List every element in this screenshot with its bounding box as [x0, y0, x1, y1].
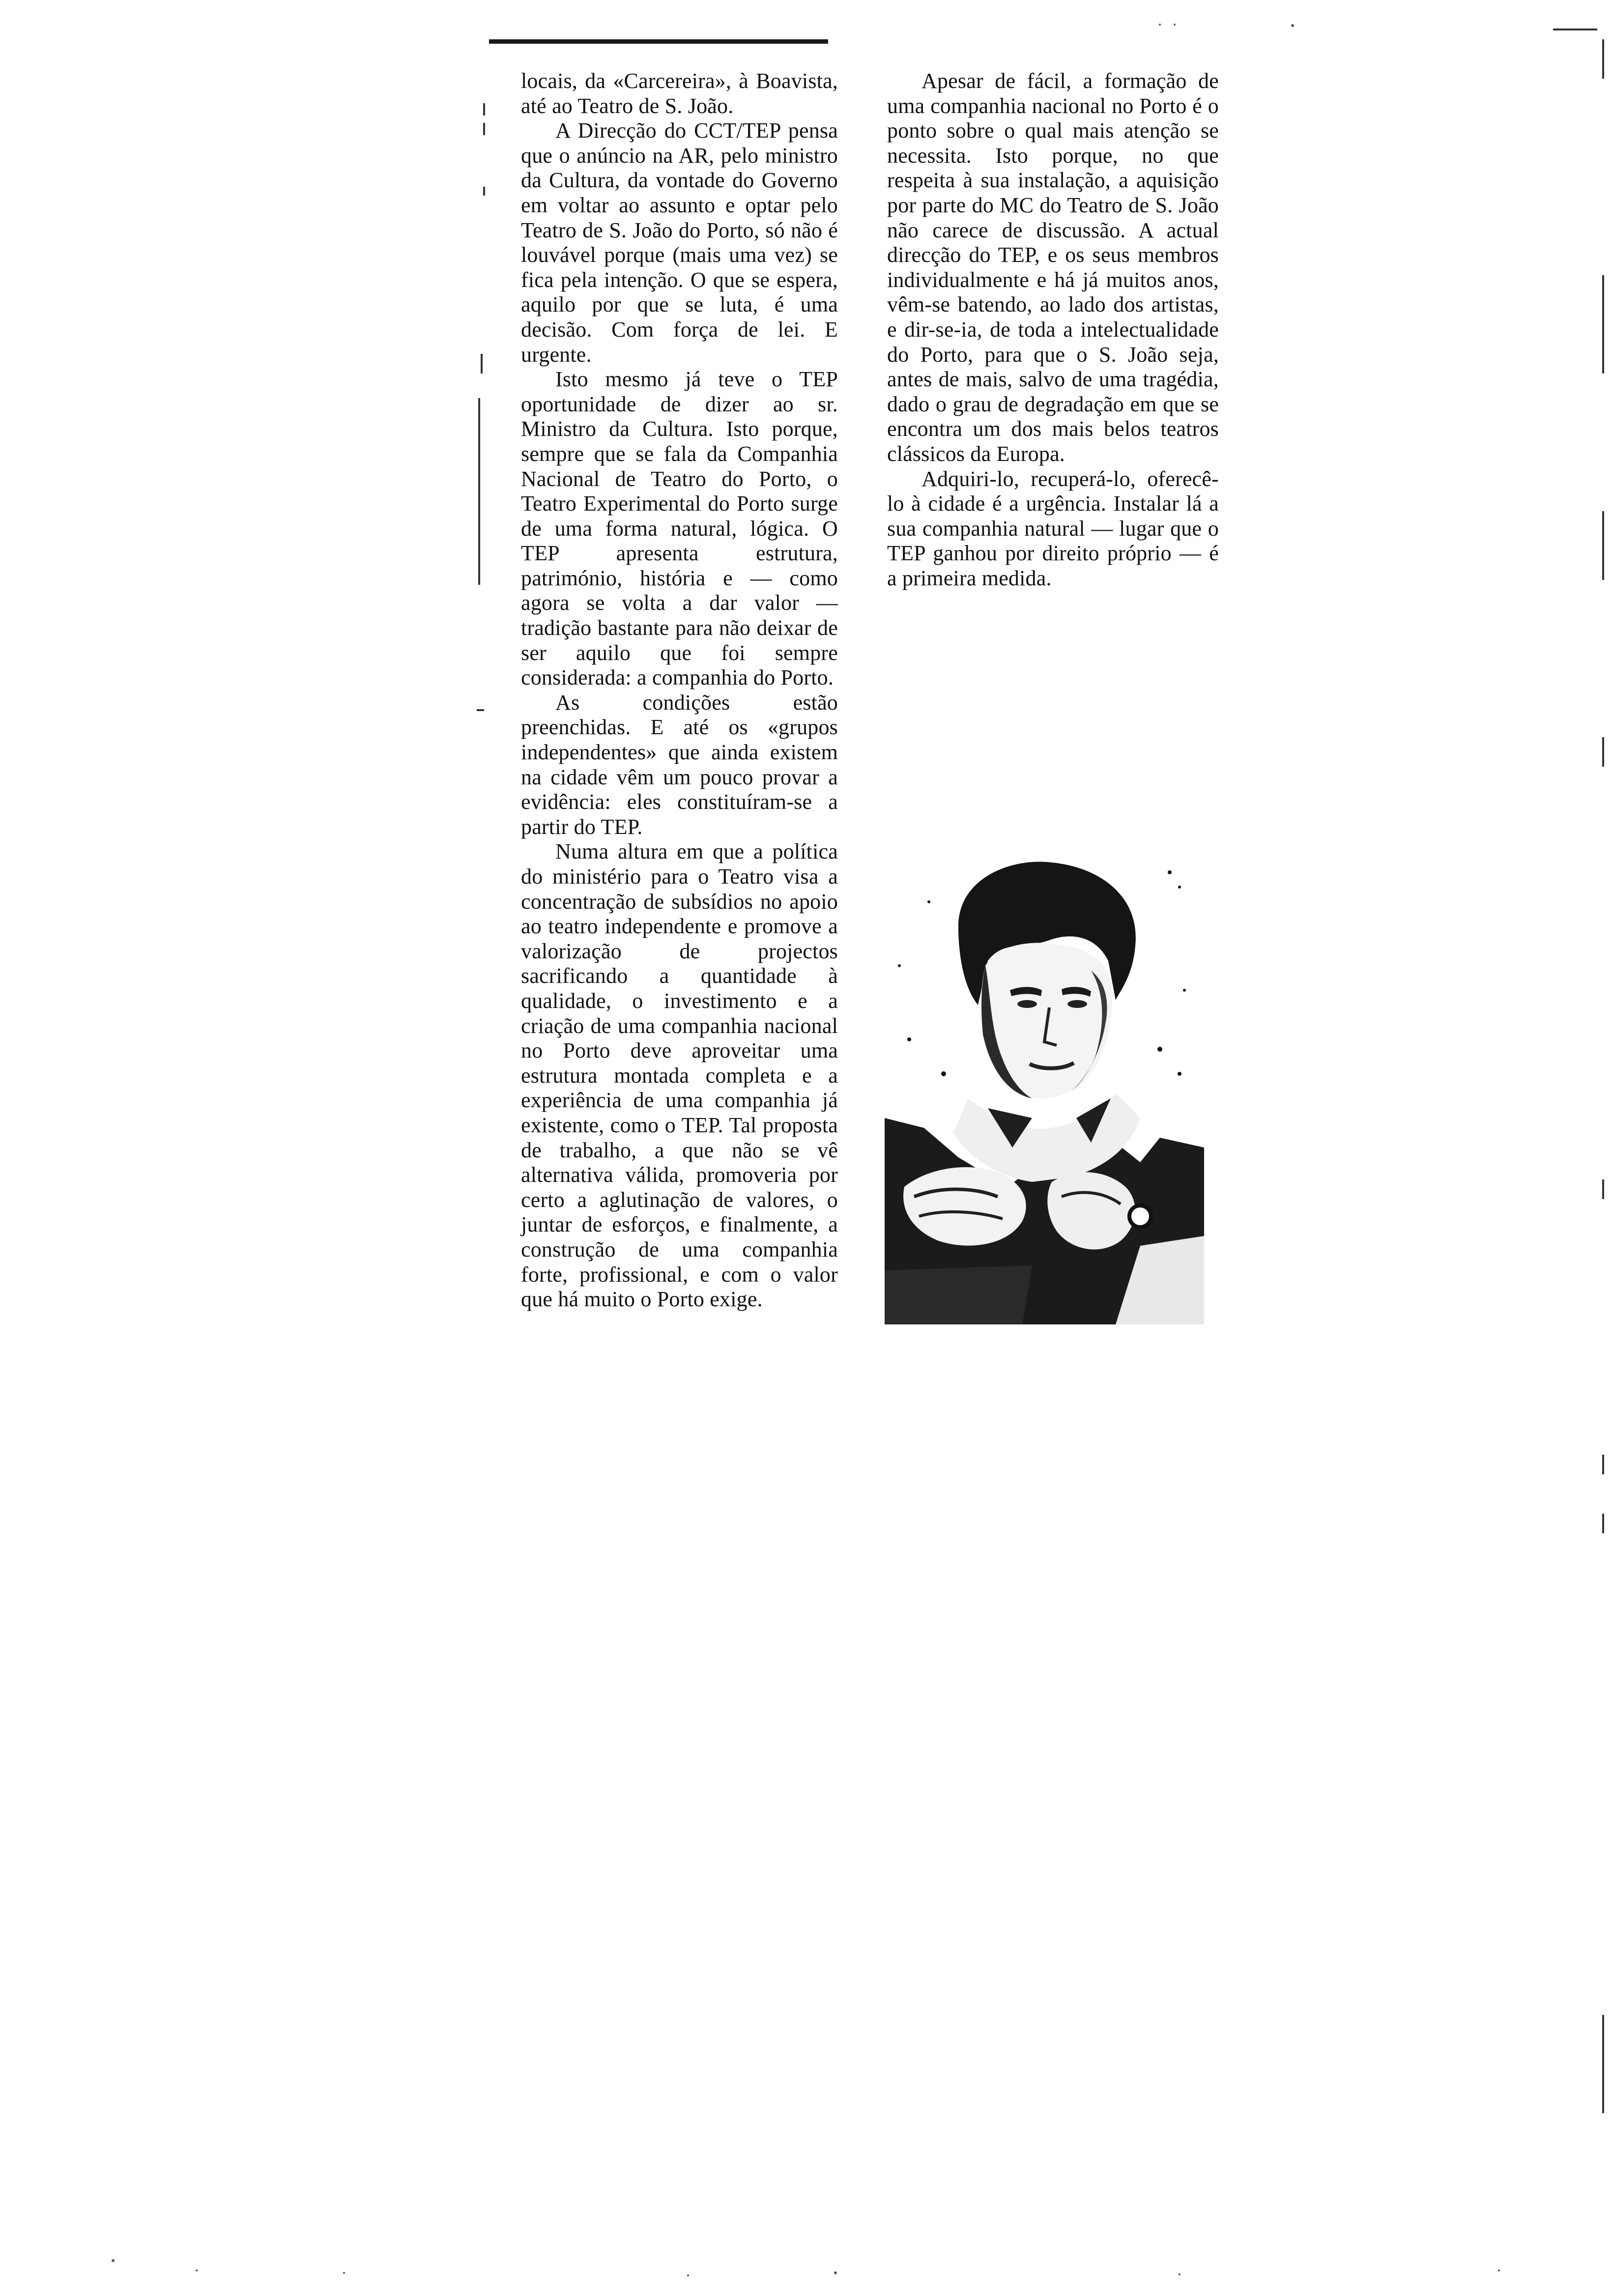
portrait-photo: [885, 843, 1204, 1324]
paragraph: Adquiri-lo, recuperá-lo, oferecê-lo à cidade é a urgência. Instalar lá a sua companhia natural — lugar que o TEP ganhou por direito próprio — é a primeira medida.: [887, 466, 1219, 590]
paragraph: As condições estão preenchidas. E até os «grupos independentes» que ainda existem na cidade vêm um pouco provar a evidência: eles constituíram-se a partir do TEP.: [521, 690, 838, 839]
article-column-right: [887, 69, 1219, 591]
portrait-illustration: [885, 843, 1204, 1324]
paragraph: A Direcção do CCT/TEP pensa que o anúncio na AR, pelo ministro da Cultura, da vontade do Governo em voltar ao assunto e optar pelo Teatro de S. João do Porto, só não é louvável porque (mais uma vez) se fica pela intenção. O que se espera, aquilo por que se luta, é uma decisão. Com força de lei. E urgente.: [521, 118, 838, 367]
article-column-left: [521, 69, 838, 1312]
paragraph: Numa altura em que a política do ministério para o Teatro visa a concentração de subsídios no apoio ao teatro independente e promove a valorização de projectos sacrificando a quantidade à qualidade, o investimento e a criação de uma companhia nacional no Porto deve aproveitar uma estrutura montada completa e a experiência de uma companhia já existente, como o TEP. Tal proposta de trabalho, a que não se vê alternativa válida, promoveria por certo a aglutinação de valores, o juntar de esforços, e finalmente, a construção de uma companhia forte, profissional, e com o valor que há muito o Porto exige.: [521, 839, 838, 1312]
paragraph: Isto mesmo já teve o TEP oportunidade de dizer ao sr. Ministro da Cultura. Isto porque, sempre que se fala da Companhia Nacional de Teatro do Porto, o Teatro Experimental do Porto surge de uma forma natural, lógica. O TEP apresenta estrutura, património, história e — como agora se volta a dar valor — tradição bastante para não deixar de ser aquilo que foi sempre considerada: a companhia do Porto.: [521, 367, 838, 690]
paragraph: Apesar de fácil, a formação de uma companhia nacional no Porto é o ponto sobre o qual mais atenção se necessita. Isto porque, no que respeita à sua instalação, a aquisição por parte do MC do Teatro de S. João não carece de discussão. A actual direcção do TEP, e os seus membros individualmente e há já muitos anos, vêm-se batendo, ao lado dos artistas, e dir-se-ia, de toda a intelectualidade do Porto, para que o S. João seja, antes de mais, salvo de uma tragédia, dado o grau de degradação em que se encontra um dos mais belos teatros clássicos da Europa.: [887, 69, 1219, 466]
top-rule: [489, 39, 828, 44]
paragraph: locais, da «Carcereira», à Boavista, até ao Teatro de S. João.: [521, 69, 838, 118]
